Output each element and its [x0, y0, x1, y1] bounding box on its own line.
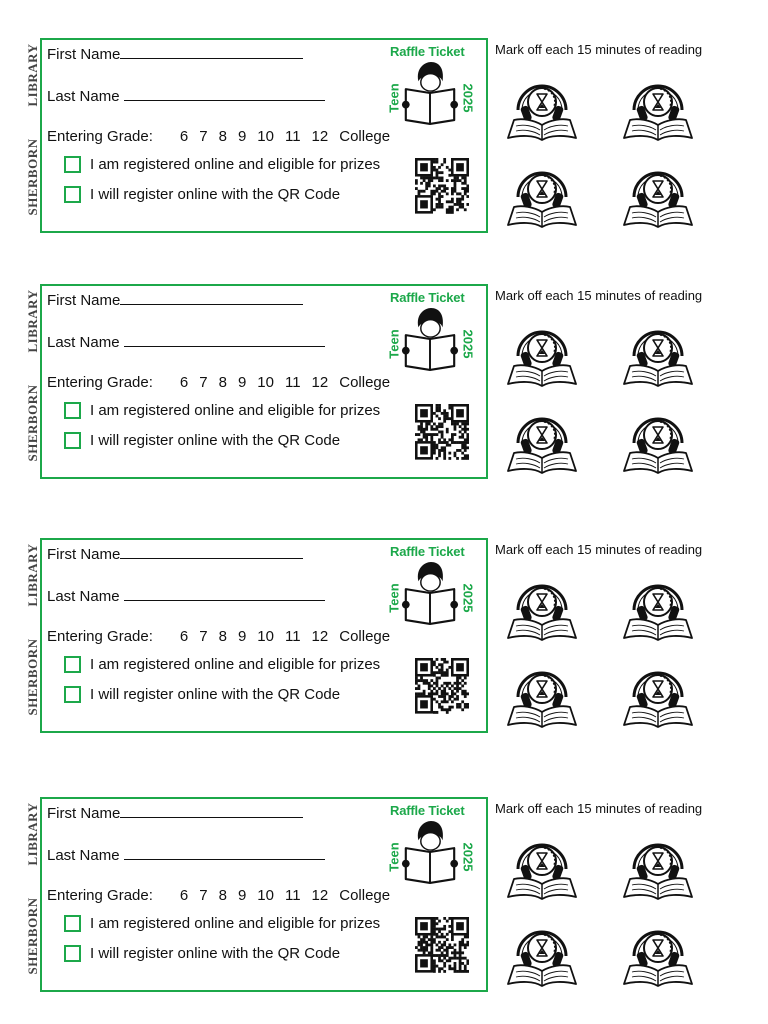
book-headphones-timer-icon[interactable] [620, 568, 696, 644]
year-label: 2025 [460, 583, 476, 613]
will-register-checkbox[interactable] [64, 686, 81, 703]
checkbox-row-registered[interactable] [64, 402, 380, 419]
grade-option[interactable]: 11 [284, 887, 301, 904]
side-label-sherborn: SHERBORN [25, 897, 40, 975]
raffle-ticket-title: Raffle Ticket [390, 44, 465, 59]
book-headphones-timer-icon[interactable] [620, 914, 696, 990]
book-headphones-timer-icon[interactable] [620, 155, 696, 231]
last-name-label: Last Name [47, 847, 120, 864]
grade-option[interactable]: 7 [199, 887, 208, 904]
qr-code-icon[interactable] [415, 158, 469, 214]
first-name-field[interactable] [47, 46, 303, 63]
book-headphones-timer-icon[interactable] [504, 827, 580, 903]
last-name-field[interactable] [47, 847, 325, 864]
last-name-field[interactable] [47, 88, 325, 105]
reading-teen-icon [400, 819, 460, 885]
registered-checkbox[interactable] [64, 656, 81, 673]
registered-checkbox[interactable] [64, 915, 81, 932]
grade-option[interactable]: 10 [257, 628, 274, 645]
qr-code-icon[interactable] [415, 404, 469, 460]
first-name-label: First Name [47, 292, 121, 309]
teen-label: Teen [386, 329, 402, 359]
checkbox-row-registered[interactable] [64, 915, 380, 932]
grade-label: Entering Grade: [47, 128, 153, 145]
first-name-label: First Name [47, 805, 121, 822]
grade-option[interactable]: 10 [257, 887, 274, 904]
raffle-ticket-title: Raffle Ticket [390, 544, 465, 559]
teen-label: Teen [386, 83, 402, 113]
raffle-ticket-title: Raffle Ticket [390, 290, 465, 305]
raffle-ticket [40, 38, 488, 233]
mark-off-instruction: Mark off each 15 minutes of reading [495, 801, 703, 816]
raffle-ticket [40, 284, 488, 479]
first-name-label: First Name [47, 46, 121, 63]
grade-option[interactable]: 9 [237, 887, 247, 904]
grade-option[interactable]: 12 [311, 887, 329, 904]
first-name-line[interactable] [120, 292, 303, 305]
book-headphones-timer-icon[interactable] [504, 68, 580, 144]
reading-teen-icon [400, 60, 460, 126]
grade-row [47, 374, 390, 391]
grade-option[interactable]: 12 [311, 128, 329, 145]
will-register-label: I will register online with the QR Code [90, 945, 341, 962]
grade-option[interactable]: 7 [199, 374, 208, 391]
registered-label: I am registered online and eligible for prizes [90, 656, 381, 673]
registered-label: I am registered online and eligible for prizes [90, 402, 381, 419]
raffle-ticket-title: Raffle Ticket [390, 803, 465, 818]
checkbox-row-will-register[interactable] [64, 945, 340, 962]
grade-option[interactable]: 9 [237, 374, 247, 391]
grade-label: Entering Grade: [47, 887, 153, 904]
ticket-row [0, 38, 768, 238]
grade-row [47, 628, 390, 645]
book-headphones-timer-icon[interactable] [504, 655, 580, 731]
side-label-library: LIBRARY [25, 43, 40, 107]
mark-off-instruction: Mark off each 15 minutes of reading [495, 542, 703, 557]
grade-option[interactable]: College [339, 374, 391, 391]
raffle-ticket [40, 538, 488, 733]
grade-option[interactable]: 10 [257, 128, 274, 145]
checkbox-row-will-register[interactable] [64, 186, 340, 203]
grade-option[interactable]: College [339, 128, 391, 145]
reading-teen-icon [400, 306, 460, 372]
book-headphones-timer-icon[interactable] [504, 401, 580, 477]
qr-code-icon[interactable] [415, 917, 469, 973]
grade-option[interactable]: 6 [179, 628, 189, 645]
last-name-line[interactable] [124, 847, 325, 860]
side-label-sherborn: SHERBORN [25, 384, 40, 462]
will-register-checkbox[interactable] [64, 432, 81, 449]
mark-off-instruction: Mark off each 15 minutes of reading [495, 288, 703, 303]
grade-row [47, 887, 390, 904]
last-name-label: Last Name [47, 588, 120, 605]
registered-checkbox[interactable] [64, 156, 81, 173]
side-label-library: LIBRARY [25, 543, 40, 607]
grade-label: Entering Grade: [47, 374, 153, 391]
grade-option[interactable]: 8 [218, 887, 227, 904]
side-label-sherborn: SHERBORN [25, 638, 40, 716]
grade-label: Entering Grade: [47, 628, 153, 645]
year-label: 2025 [460, 842, 476, 872]
book-headphones-timer-icon[interactable] [620, 314, 696, 390]
grade-option[interactable]: 9 [237, 628, 247, 645]
side-label-library: LIBRARY [25, 289, 40, 353]
teen-label: Teen [386, 842, 402, 872]
last-name-field[interactable] [47, 334, 325, 351]
grade-option[interactable]: 11 [284, 128, 301, 145]
grade-option[interactable]: 12 [311, 374, 329, 391]
year-label: 2025 [460, 329, 476, 359]
grade-option[interactable]: 11 [284, 374, 301, 391]
ticket-row [0, 797, 768, 997]
last-name-line[interactable] [124, 334, 325, 347]
grade-option[interactable]: 7 [199, 128, 208, 145]
first-name-field[interactable] [47, 292, 303, 309]
side-label-sherborn: SHERBORN [25, 138, 40, 216]
last-name-label: Last Name [47, 88, 120, 105]
first-name-field[interactable] [47, 805, 303, 822]
ticket-row [0, 284, 768, 484]
year-label: 2025 [460, 83, 476, 113]
grade-option[interactable]: 11 [284, 628, 301, 645]
registered-checkbox[interactable] [64, 402, 81, 419]
book-headphones-timer-icon[interactable] [620, 68, 696, 144]
grade-option[interactable]: 6 [179, 374, 189, 391]
grade-option[interactable]: 10 [257, 374, 274, 391]
last-name-line[interactable] [124, 88, 325, 101]
grade-option[interactable]: 8 [218, 628, 227, 645]
grade-option[interactable]: 8 [218, 374, 227, 391]
last-name-field[interactable] [47, 588, 325, 605]
checkbox-row-registered[interactable] [64, 656, 380, 673]
book-headphones-timer-icon[interactable] [620, 827, 696, 903]
teen-label: Teen [386, 583, 402, 613]
registered-label: I am registered online and eligible for prizes [90, 156, 381, 173]
side-label-library: LIBRARY [25, 802, 40, 866]
book-headphones-timer-icon[interactable] [504, 314, 580, 390]
grade-option[interactable]: 6 [179, 128, 189, 145]
grade-option[interactable]: 6 [179, 887, 189, 904]
will-register-label: I will register online with the QR Code [90, 186, 341, 203]
reading-teen-icon [400, 560, 460, 626]
ticket-row [0, 538, 768, 738]
checkbox-row-will-register[interactable] [64, 432, 340, 449]
last-name-label: Last Name [47, 334, 120, 351]
first-name-line[interactable] [120, 546, 303, 559]
grade-option[interactable]: College [339, 628, 391, 645]
will-register-checkbox[interactable] [64, 945, 81, 962]
grade-option[interactable]: 12 [311, 628, 329, 645]
first-name-field[interactable] [47, 546, 303, 563]
checkbox-row-will-register[interactable] [64, 686, 340, 703]
first-name-line[interactable] [120, 805, 303, 818]
first-name-line[interactable] [120, 46, 303, 59]
raffle-ticket [40, 797, 488, 992]
grade-option[interactable]: College [339, 887, 391, 904]
last-name-line[interactable] [124, 588, 325, 601]
grade-option[interactable]: 7 [199, 628, 208, 645]
first-name-label: First Name [47, 546, 121, 563]
registered-label: I am registered online and eligible for prizes [90, 915, 381, 932]
book-headphones-timer-icon[interactable] [504, 568, 580, 644]
will-register-label: I will register online with the QR Code [90, 686, 341, 703]
grade-option[interactable]: 9 [237, 128, 247, 145]
grade-option[interactable]: 8 [218, 128, 227, 145]
book-headphones-timer-icon[interactable] [504, 155, 580, 231]
book-headphones-timer-icon[interactable] [620, 401, 696, 477]
will-register-label: I will register online with the QR Code [90, 432, 341, 449]
checkbox-row-registered[interactable] [64, 156, 380, 173]
qr-code-icon[interactable] [415, 658, 469, 714]
grade-row [47, 128, 390, 145]
book-headphones-timer-icon[interactable] [620, 655, 696, 731]
mark-off-instruction: Mark off each 15 minutes of reading [495, 42, 703, 57]
will-register-checkbox[interactable] [64, 186, 81, 203]
book-headphones-timer-icon[interactable] [504, 914, 580, 990]
